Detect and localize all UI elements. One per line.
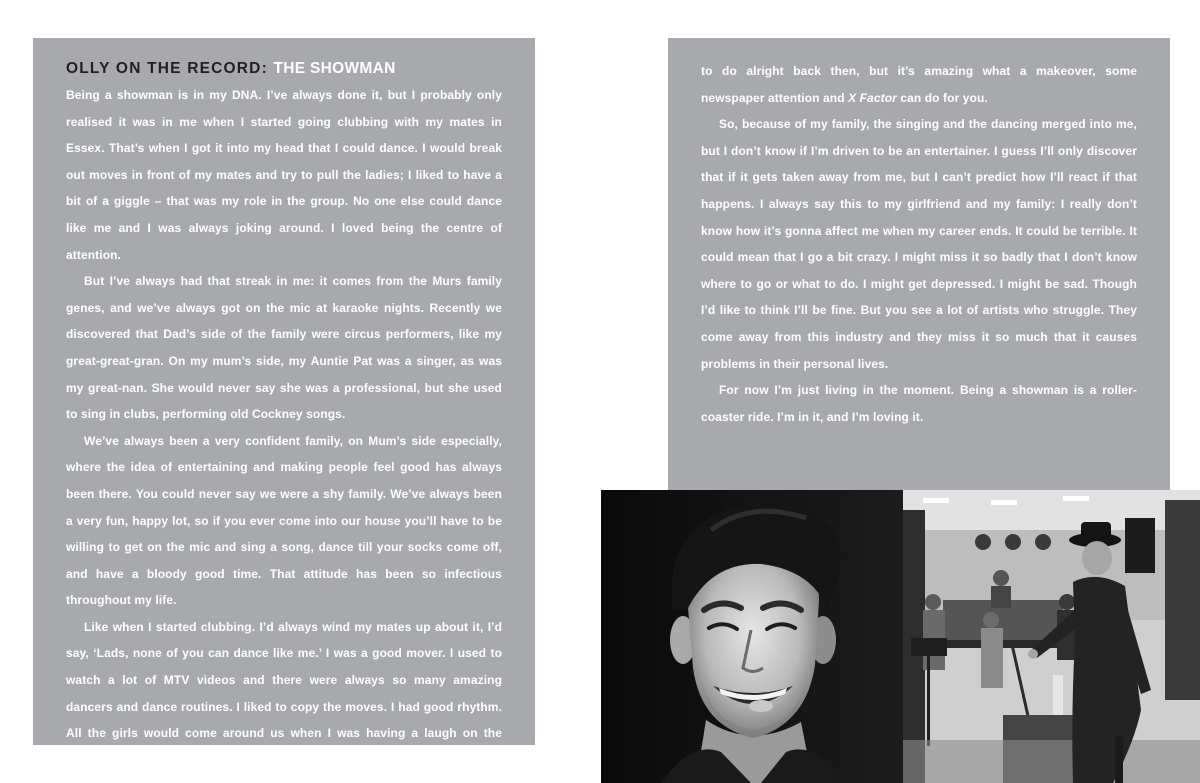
paragraph-5: So, because of my family, the singing and the dancing merged into me, but I don’t know if I’m driven to be an entertainer. I guess I’ll only discover that if it gets taken away from me, but I can’t predict how I’ll react if that happens. I always say this to my girlfriend and my family: I really don’t know how it’s gonna affect me when my career ends. It could be terrible. It could mean that I go a bit crazy. I might miss it so badly that I don’t know where to go or what to do. I might get depressed. I might be sad. Though I’d like to think I’ll be fine. But you see a lot of artists who struggle. They come away from this industry and they miss it so much that it causes problems in their personal lives. (701, 117, 1137, 371)
portrait-illustration (601, 490, 903, 783)
portrait-photo (601, 490, 903, 783)
paragraph-continued (701, 58, 1137, 111)
paragraph-3: We’ve always been a very confident family, on Mum’s side especially, where the idea of entertaining and making people feel good has always been there. You could never say we were a shy family. We’ve always been a very fun, happy lot, so if you ever come into our house you’ll have to be willing to get on the mic and sing a song, dance till your socks come off, and have a bloody good time. That attitude has been so infectious throughout my life. (66, 433, 502, 608)
paragraph-2: But I’ve always had that streak in me: it comes from the Murs family genes, and we’ve always got on the mic at karaoke nights. Recently we discovered that Dad’s side of the family were circus performers, like my great-great-gran. On my mum’s side, my Auntie Pat was a singer, as was my great-nan. She would never say she was a professional, but she used to sing in clubs, performing old Cockney songs. (66, 274, 502, 422)
right-text-panel (668, 38, 1170, 490)
section-heading (66, 58, 502, 80)
left-text-panel (33, 38, 535, 767)
paragraph-1: Being a showman is in my DNA. I’ve always done it, but I probably only realised it was in me when I started going clubbing with my mates in Essex. That’s when I got it into my head that I could dance. I would break out moves in front of my mates and try to pull the ladies; I liked to have a bit of a giggle – that was my role in the group. No one else could dance like me and I was always joking around. I loved being the centre of attention. (66, 88, 502, 262)
continued-text-start: to do alright back then, but it’s amazing what a makeover, some newspaper attention and (701, 64, 1137, 105)
rehearsal-illustration (903, 490, 1200, 783)
paragraph-6: For now I’m just living in the moment. Being a showman is a roller-coaster ride. I’m in it, and I’m loving it. (701, 383, 1137, 424)
heading-prefix: OLLY ON THE RECORD: (66, 60, 268, 77)
paragraph-4: Like when I started clubbing. I’d always wind my mates up about it, I’d say, ‘Lads, none of you can dance like me.’ I was a good mover. I used to watch a lot of MTV videos and there were always so many amazing dancers and dance routines. I liked to copy the moves. I had good rhythm. All the girls would come around us when I was having a laugh on the dance floor. Yeah, I used (66, 619, 502, 767)
x-factor-emphasis: X Factor (848, 90, 897, 105)
continued-text-end: can do for you. (896, 90, 988, 105)
rehearsal-photo (903, 490, 1200, 783)
heading-title: THE SHOWMAN (273, 60, 396, 77)
